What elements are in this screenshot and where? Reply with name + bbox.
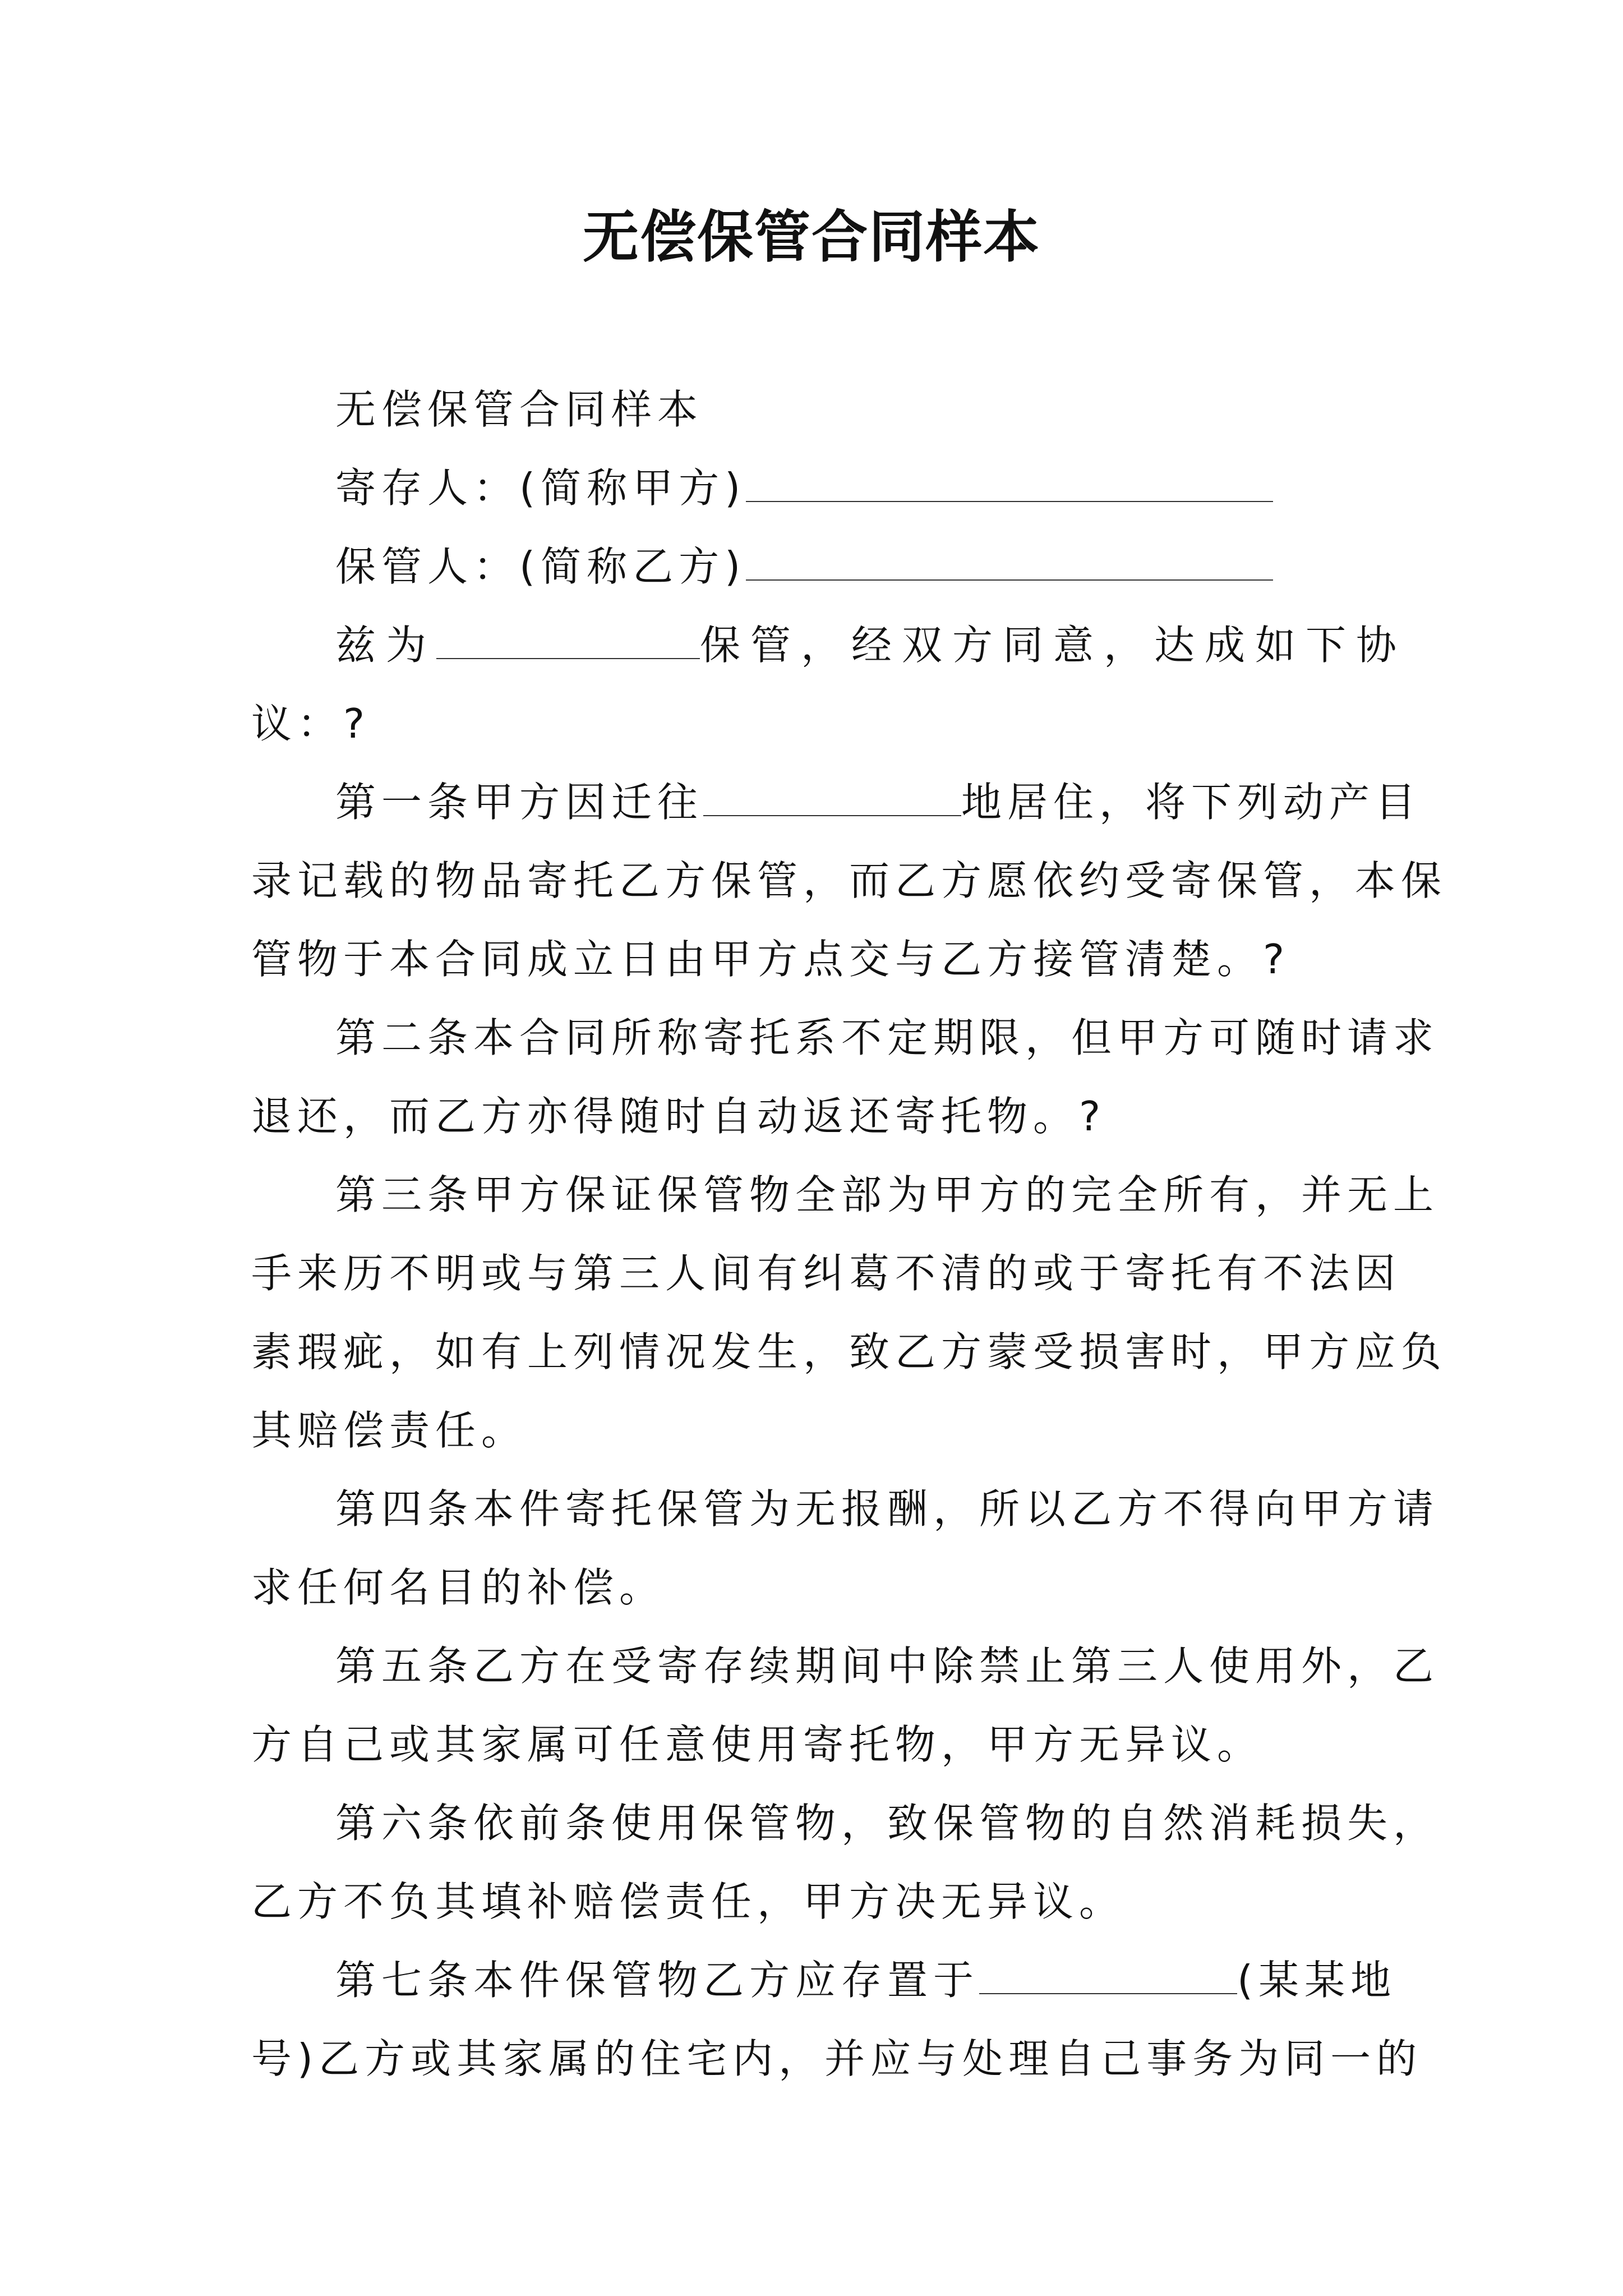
article-3-text-1: 第三条甲方保证保管物全部为甲方的完全所有，并无上 [335,1171,1440,1218]
article-7-text-start: 第七条本件保管物乙方应存置于 [335,1957,980,2004]
article-4-line-2 [251,1548,1384,1627]
article-4-line-1 [251,1470,1440,1548]
article-4-text-2: 求任何名目的补偿。 [251,1564,666,1611]
depositor-label: 寄存人：(简称甲方) [335,464,746,512]
article-7-line-2 [251,2019,1423,2098]
document-title: 无偿保管合同样本 [583,204,1040,270]
article-1-line-1 [251,763,1422,841]
custodian-blank [746,539,1273,581]
article-3-line-2 [251,1234,1401,1313]
subtitle-line [251,370,1384,449]
article-3-text-4: 其赔偿责任。 [251,1407,528,1454]
subtitle-text: 无偿保管合同样本 [335,386,704,433]
article-3-text-2: 手来历不明或与第三人间有纠葛不清的或于寄托有不法因 [251,1250,1401,1297]
article-6-text-1: 第六条依前条使用保管物，致保管物的自然消耗损失， [335,1800,1440,1847]
custodian-line [251,527,1384,606]
article-4-text-1: 第四条本件寄托保管为无报酬，所以乙方不得向甲方请 [335,1485,1440,1533]
article-3-line-1 [251,1156,1440,1234]
article-7-line-1 [251,1941,1397,2019]
custodian-label: 保管人：(简称乙方) [335,543,746,590]
article-2-line-1 [251,999,1440,1077]
preamble-text-2: 议：? [251,700,371,747]
article-1-line-3 [251,920,1384,999]
article-1-text-start: 第一条甲方因迁往 [335,779,704,826]
article-7-blank [979,1953,1237,1994]
article-2-line-2 [251,1077,1384,1156]
article-2-text-2: 退还，而乙方亦得随时自动返还寄托物。? [251,1093,1106,1140]
article-1-text-3: 管物于本合同成立日由甲方点交与乙方接管清楚。? [251,936,1290,983]
article-6-line-2 [251,1862,1384,1941]
article-2-text-1: 第二条本合同所称寄托系不定期限，但甲方可随时请求 [335,1014,1440,1061]
preamble-line [251,606,1407,684]
article-5-text-2: 方自己或其家属可任意使用寄托物，甲方无异议。 [251,1721,1264,1768]
article-3-text-3: 素瑕疵，如有上列情况发生，致乙方蒙受损害时，甲方应负 [251,1328,1447,1375]
document-body [251,370,1447,2098]
article-6-text-2: 乙方不负其填补赔偿责任，甲方决无异议。 [251,1878,1126,1925]
preamble-text-start: 兹为 [335,622,437,669]
article-6-line-1 [251,1784,1440,1862]
article-1-text-2: 录记载的物品寄托乙方保管，而乙方愿依约受寄保管，本保 [251,857,1447,904]
preamble-blank [436,618,700,659]
article-5-text-1: 第五条乙方在受寄存续期间中除禁止第三人使用外，乙 [335,1642,1440,1690]
depositor-blank [746,461,1273,502]
article-3-line-4 [251,1391,1384,1470]
article-5-line-2 [251,1705,1384,1784]
article-7-text-2: 号)乙方或其家属的住宅内，并应与处理自己事务为同一的 [251,2035,1423,2082]
article-5-line-1 [251,1627,1440,1705]
preamble-line-2 [251,684,1384,763]
article-1-blank [703,775,961,816]
article-1-text-end: 地居住，将下列动产目 [961,779,1422,826]
article-1-line-2 [251,841,1447,920]
depositor-line [251,449,1384,527]
article-3-line-3 [251,1313,1447,1391]
article-7-text-end: (某某地 [1237,1957,1397,2004]
preamble-text-end: 保管，经双方同意，达成如下协 [700,622,1407,669]
